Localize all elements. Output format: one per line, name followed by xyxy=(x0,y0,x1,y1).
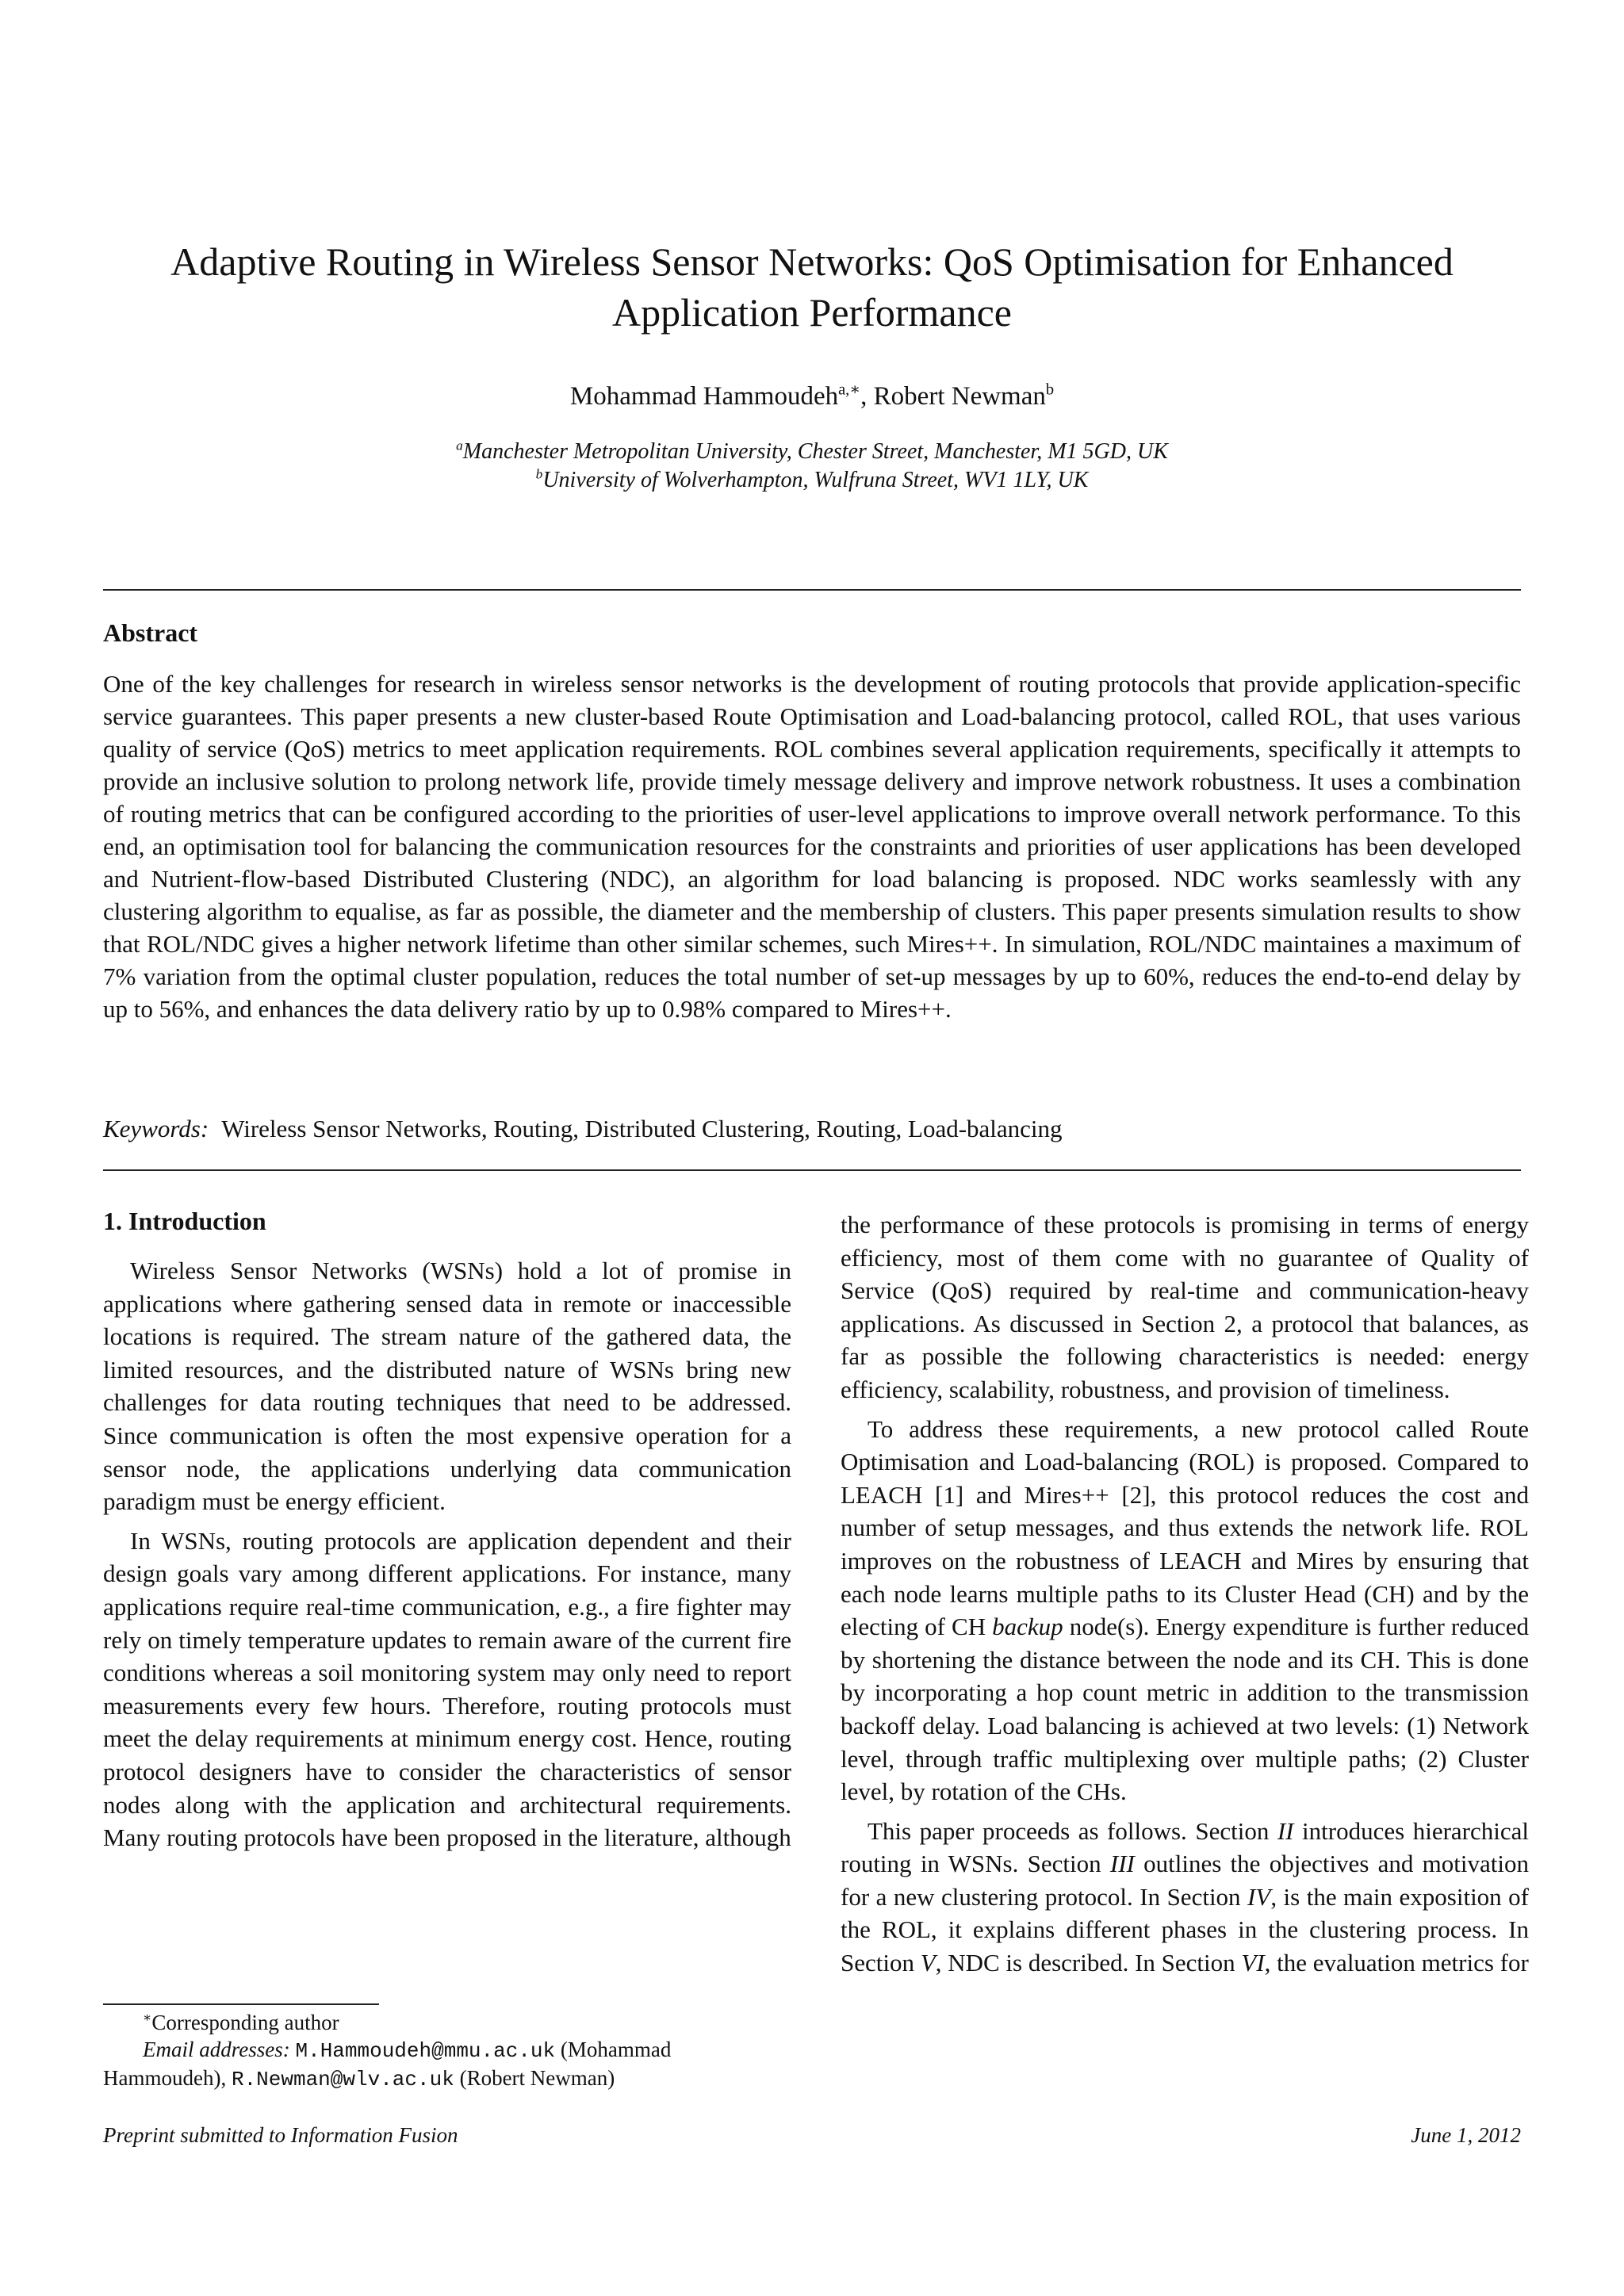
affiliation-text: University of Wolverhampton, Wulfruna Street, WV1 1LY, UK xyxy=(542,468,1089,492)
footnote-emails-cont: Hammoudeh), R.Newman@wlv.ac.uk (Robert Newman) xyxy=(103,2066,615,2091)
emphasis: backup xyxy=(992,1613,1063,1641)
page-title: Adaptive Routing in Wireless Sensor Networks: QoS Optimisation for Enhanced Application Performance xyxy=(170,239,1454,335)
affiliation-marker: b xyxy=(535,466,543,482)
author-separator: , xyxy=(860,382,874,411)
abstract-body: One of the key challenges for research in wireless sensor networks is the development of routing protocols that provide application-specific service guarantees. This paper presents a new cluster-based Route Optimisation and Load-balancing protocol, called ROL, that uses various quality of service (QoS) metrics to meet application requirements. ROL combines several application requirements, specifically it attempts to provide an inclusive solution to prolong network life, provide timely message delivery and improve network robustness. It uses a combination of routing metrics that can be configured according to the priorities of user-level applications to improve overall network performance. To this end, an optimisation tool for balancing the communication resources for the constraints and priorities of user applications has been developed and Nutrient-flow-based Distributed Clustering (NDC), an algorithm for load balancing is proposed. NDC works seamlessly with any clustering algorithm to equalise, as far as possible, the diameter and the membership of clusters. This paper presents simulation results to show that ROL/NDC gives a higher network lifetime than other similar schemes, such Mires++. In simulation, ROL/NDC maintaines a maximum of 7% variation from the optimal cluster population, reduces the total number of set-up messages by up to 60%, reduces the end-to-end delay by up to 56%, and enhances the data delivery ratio by up to 0.98% compared to Mires++. xyxy=(103,670,1521,1023)
footnote-emails: Email addresses: M.Hammoudeh@mmu.ac.uk (Mohammad xyxy=(143,2038,672,2063)
abstract-top-rule xyxy=(103,589,1521,591)
keywords xyxy=(103,1113,1521,1145)
paragraph: Wireless Sensor Networks (WSNs) hold a lot of promise in applications where gathering sensed data in remote or inaccessible locations is required. The stream nature of the gathered data, the limited resources, and the distributed nature of WSNs bring new challenges for data routing techniques that need to be addressed. Since communication is often the most expensive operation for a sensor node, the applications underlying data communication paradigm must be energy efficient. xyxy=(103,1257,791,1516)
footnotes xyxy=(103,2009,791,2093)
paragraph: To address these requirements, a new protocol called Route Optimisation and Load-balancing (ROL) is proposed. Compared to LEACH [1] and Mires++ [2], this protocol reduces the cost and number of setup messages, and thus extends the network life. ROL improves on the robustness of LEACH and Mires by ensuring that each node learns multiple paths to its Cluster Head (CH) and by the electing of CH backup node(s). Energy expenditure is further reduced by shortening the distance between the node and its CH. This is done by incorporating a hop count metric in addition to the transmission backoff delay. Load balancing is achieved at two levels: (1) Network level, through traffic multiplexing over multiple paths; (2) Cluster level, by rotation of the CHs. xyxy=(841,1414,1529,1806)
author-name: Robert Newman xyxy=(873,382,1046,411)
keywords-text: Wireless Sensor Networks, Routing, Distributed Clustering, Routing, Load-balancing xyxy=(221,1115,1063,1142)
paragraph: This paper proceeds as follows. Section II introduces hierarchical routing in WSNs. Section III outlines the objectives and motivation for a new clustering protocol. In Section IV, is the main exposition of the ROL, it explains different phases in the clustering process. In Section V, NDC is described. In Section VI, the evaluation metrics for xyxy=(841,1816,1530,1977)
author-affil-marker: b xyxy=(1045,381,1055,399)
author-name: Mohammad Hammoudeh xyxy=(569,382,839,411)
footer-venue: Preprint submitted to Information Fusion xyxy=(103,2123,458,2147)
affiliation-line xyxy=(103,466,1521,495)
footnote-rule xyxy=(103,2003,379,2005)
author-line xyxy=(103,381,1521,412)
paragraph: In WSNs, routing protocols are application dependent and their design goals vary among different applications. For instance, many applications require real-time communication, e.g., a fire fighter may rely on timely temperature updates to remain aware of the current fire conditions whereas a soil monitoring system may only need to report measurements every few hours. Therefore, routing protocols must meet the delay requirements at minimum energy cost. Hence, routing protocol designers have to consider the characteristics of sensor nodes along with the application and architectural requirements. Many routing protocols have been proposed in the literature, although xyxy=(103,1526,791,1852)
affiliations xyxy=(103,438,1521,495)
affiliation-line xyxy=(103,438,1521,466)
paragraph: the performance of these protocols is promising in terms of energy efficiency, most of them come with no guarantee of Quality of Service (QoS) required by real-time and communication-heavy applications. As discussed in Section 2, a protocol that balances, as far as possible the following characteristics is needed: energy efficiency, scalability, robustness, and provision of timeliness. xyxy=(841,1211,1529,1403)
abstract-bottom-rule xyxy=(103,1169,1521,1171)
left-column xyxy=(103,1205,791,1854)
affiliation-text: Manchester Metropolitan University, Chester Street, Manchester, M1 5GD, UK xyxy=(462,439,1168,464)
author-affil-marker: a,∗ xyxy=(838,381,861,399)
keywords-label: Keywords: xyxy=(103,1115,209,1142)
affiliation-marker: a xyxy=(456,438,463,453)
abstract-heading: Abstract xyxy=(103,618,198,647)
email-link[interactable]: M.Hammoudeh@mmu.ac.uk xyxy=(295,2039,556,2063)
email-link[interactable]: R.Newman@wlv.ac.uk xyxy=(231,2068,454,2091)
section-heading: 1. Introduction xyxy=(103,1207,266,1235)
right-column xyxy=(841,1208,1529,1980)
footer-date: June 1, 2012 xyxy=(1411,2123,1521,2147)
footnote-corresponding: ∗Corresponding author xyxy=(143,2009,339,2034)
